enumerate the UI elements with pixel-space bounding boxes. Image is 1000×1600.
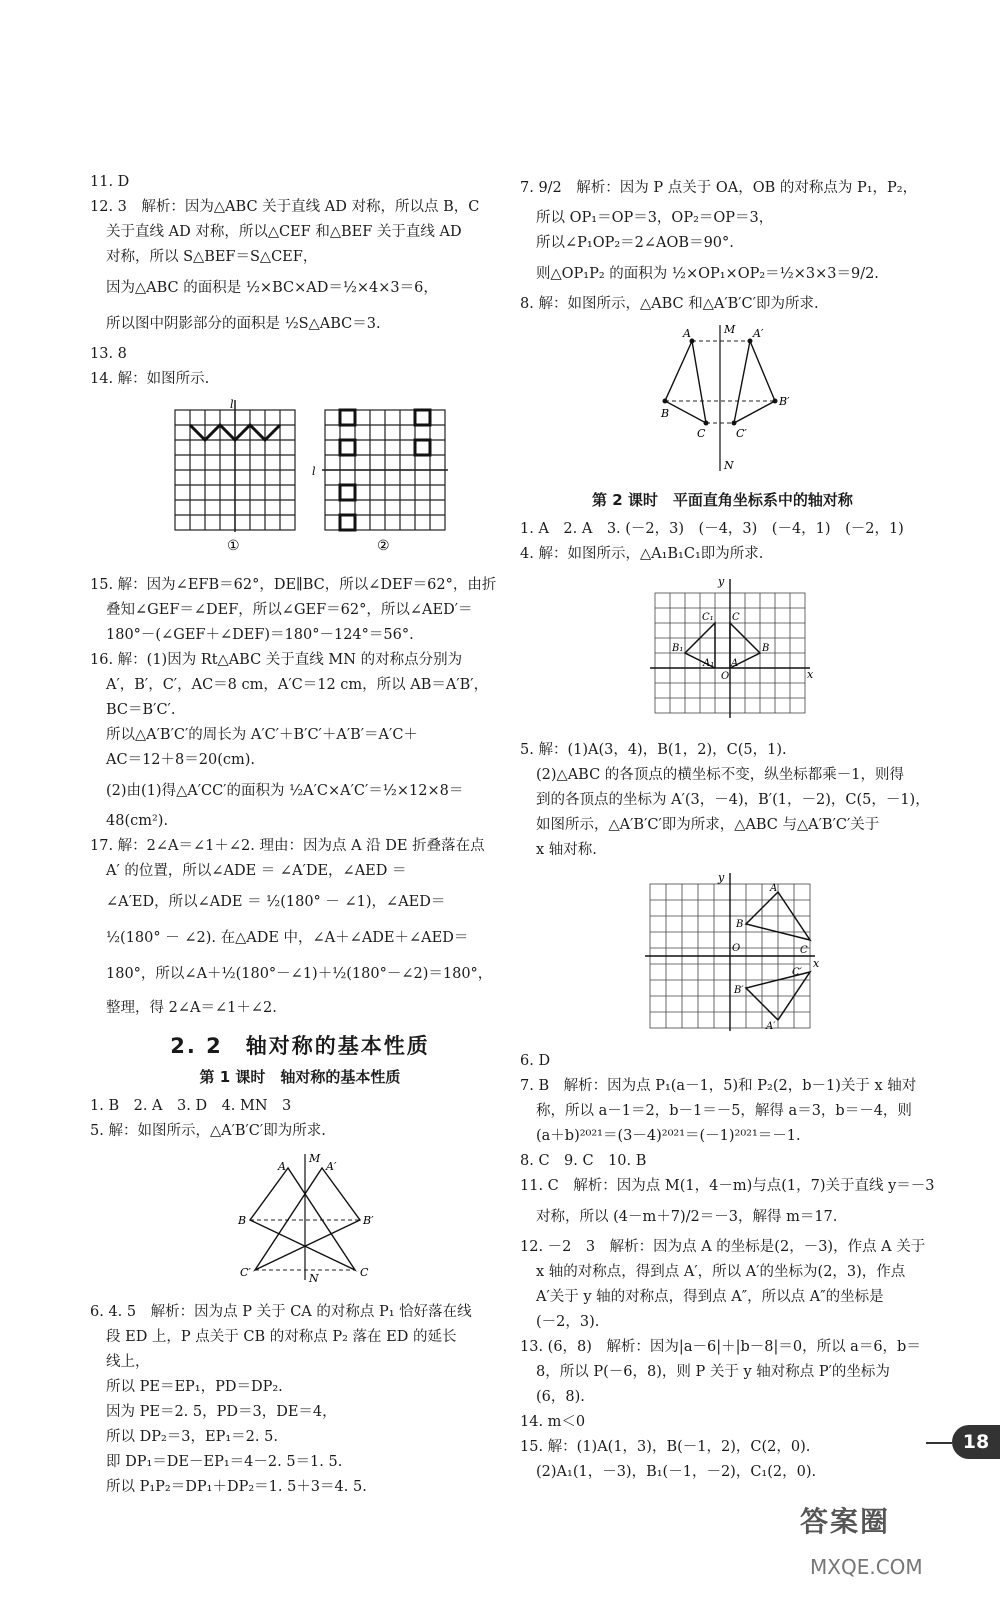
figure-4-grid xyxy=(520,573,925,732)
answer-16-line-1: 16. 解：(1)因为 Rt△ABC 关于直线 MN 的对称点分别为 xyxy=(90,652,463,668)
answer-11-lesson-2-line-1: 11. C 解析：因为点 M(1，4－m)与点(1，7)关于直线 y＝－3 xyxy=(520,1178,935,1194)
label-B-4: B xyxy=(762,643,770,654)
page-number-rule xyxy=(926,1442,952,1444)
answer-16-line-2: A′，B′，C′，AC＝8 cm，A′C＝12 cm，所以 AB＝A′B′， xyxy=(106,677,489,693)
answer-17-line-1: 17. 解：2∠A＝∠1＋∠2. 理由：因为点 A 沿 DE 折叠落在点 xyxy=(90,838,485,854)
answer-6-line-8: 所以 P₁P₂＝DP₁＋DP₂＝1. 5＋3＝4. 5. xyxy=(106,1479,367,1495)
figure-5-grid xyxy=(520,869,925,1043)
label-M: M xyxy=(309,1152,321,1165)
answer-16-line-3: BC＝B′C′. xyxy=(106,702,176,718)
label-x-4: x xyxy=(807,668,814,681)
answer-7-lesson-2-line-2: 称，所以 a－1＝2，b－1＝－5，解得 a＝3，b＝－4，则 xyxy=(536,1103,912,1119)
answer-15-line-1: 15. 解：因为∠EFB＝62°，DE∥BC，所以∠DEF＝62°，由折 xyxy=(90,577,497,593)
answer-15-lesson-2-line-2: (2)A₁(1，－3)，B₁(－1，－2)，C₁(2，0). xyxy=(536,1464,817,1480)
label-C-8: C xyxy=(697,427,706,440)
lesson-2-title: 第 2 课时 平面直角坐标系中的轴对称 xyxy=(592,491,853,509)
figure-14 xyxy=(90,398,510,567)
answers-8-10: 8. C 9. C 10. B xyxy=(520,1153,647,1169)
answer-5-lesson-2-line-5: x 轴对称. xyxy=(536,842,597,858)
answer-7-line-1: 7. 9/2 解析：因为 P 点关于 OA，OB 的对称点为 P₁，P₂， xyxy=(520,180,918,196)
triangle-abc-8 xyxy=(665,341,706,423)
answers-1-4: 1. B 2. A 3. D 4. MN 3 xyxy=(90,1098,292,1114)
answer-6-line-4: 所以 PE＝EP₁，PD＝DP₂. xyxy=(106,1379,283,1395)
label-B-5: B xyxy=(736,919,744,930)
answer-13-lesson-2-line-3: (6，8). xyxy=(536,1389,585,1405)
answer-17-line-5: 180°，所以∠A＋½(180°－∠1)＋½(180°－∠2)＝180°， xyxy=(106,966,493,982)
label-A-5: A xyxy=(770,883,778,894)
answer-17-line-6: 整理，得 2∠A＝∠1＋∠2. xyxy=(106,1000,277,1016)
answer-5-lesson-2-line-1: 5. 解：(1)A(3，4)，B(1，2)，C(5，1). xyxy=(520,742,787,758)
answer-6-line-7: 即 DP₁＝DE－EP₁＝4－2. 5＝1. 5. xyxy=(106,1454,343,1470)
section-title: 2. 2 轴对称的基本性质 xyxy=(170,1034,430,1058)
label-A: A xyxy=(278,1160,286,1173)
label-y-5: y xyxy=(718,871,725,884)
label-C-prime-8: C′ xyxy=(736,427,747,440)
answer-13: 13. 8 xyxy=(90,346,127,362)
label-A-prime: A′ xyxy=(326,1160,337,1173)
right-column xyxy=(520,170,935,1485)
left-column xyxy=(90,170,510,1500)
watermark-logo: 答案圈 xyxy=(800,1505,891,1538)
answer-13-lesson-2-line-2: 8，所以 P(－6，8)，则 P 关于 y 轴对称点 P′的坐标为 xyxy=(536,1364,890,1380)
answer-17-line-3: ∠A′ED，所以∠ADE ＝ ½(180° － ∠1)，∠AED＝ xyxy=(106,894,446,910)
answer-6-line-1: 6. 4. 5 解析：因为点 P 关于 CA 的对称点 P₁ 恰好落在线 xyxy=(90,1304,472,1320)
label-C: C xyxy=(360,1266,369,1279)
answer-16-line-7: 48(cm²). xyxy=(106,813,169,829)
answer-8: 8. 解：如图所示，△ABC 和△A′B′C′即为所求. xyxy=(520,296,819,312)
answer-6-lesson-2: 6. D xyxy=(520,1053,551,1069)
answer-15-line-3: 180°－(∠GEF＋∠DEF)＝180°－124°＝56°. xyxy=(106,627,414,643)
answer-17-line-2: A′ 的位置，所以∠ADE ＝ ∠A′DE，∠AED ＝ xyxy=(106,863,407,879)
label-circle-1: ① xyxy=(227,538,240,554)
answer-11-lesson-2-line-2: 对称，所以 (4－m＋7)/2＝－3，解得 m＝17. xyxy=(536,1209,838,1225)
answer-5: 5. 解：如图所示，△A′B′C′即为所求. xyxy=(90,1123,326,1139)
answer-12-line-2: 关于直线 AD 对称，所以△CEF 和△BEF 关于直线 AD xyxy=(106,224,462,240)
answer-12-line-5: 所以图中阴影部分的面积是 ½S△ABC＝3. xyxy=(106,316,381,332)
answer-7-line-2: 所以 OP₁＝OP＝3，OP₂＝OP＝3， xyxy=(536,210,774,226)
label-N: N xyxy=(309,1272,319,1285)
triangle-prime-8 xyxy=(734,341,775,423)
lesson-1-title: 第 1 课时 轴对称的基本性质 xyxy=(199,1068,401,1086)
answer-7-line-3: 所以∠P₁OP₂＝2∠AOB＝90°. xyxy=(536,235,734,251)
label-C-prime: C′ xyxy=(240,1266,251,1279)
label-A-prime-8: A′ xyxy=(753,327,764,340)
label-y-4: y xyxy=(718,575,725,588)
answer-7-line-4: 则△OP₁P₂ 的面积为 ½×OP₁×OP₂＝½×3×3＝9/2. xyxy=(536,266,879,282)
answer-12-line-3: 对称，所以 S△BEF＝S△CEF， xyxy=(106,249,318,265)
answer-5-lesson-2-line-4: 如图所示，△A′B′C′即为所求，△ABC 与△A′B′C′关于 xyxy=(536,817,880,833)
answer-15-line-2: 叠知∠GEF＝∠DEF，所以∠GEF＝62°，所以∠AED′＝ xyxy=(106,602,473,618)
label-N-8: N xyxy=(724,459,734,472)
label-B-prime-5: B′ xyxy=(734,985,744,996)
answer-7-lesson-2-line-3: (a＋b)²⁰²¹＝(3－4)²⁰²¹＝(－1)²⁰²¹＝－1. xyxy=(536,1128,801,1144)
figure-5 xyxy=(90,1150,510,1294)
answer-15-lesson-2-line-1: 15. 解：(1)A(1，3)，B(－1，2)，C(2，0). xyxy=(520,1439,811,1455)
label-C1-4: C₁ xyxy=(702,612,714,623)
label-B-prime: B′ xyxy=(363,1214,374,1227)
label-O-5: O xyxy=(732,943,741,954)
label-C-5: C xyxy=(800,945,808,956)
answer-12-line-1: 12. 3 解析：因为△ABC 关于直线 AD 对称，所以点 B，C xyxy=(90,199,480,215)
label-A1-4: A₁ xyxy=(703,658,715,669)
label-B: B xyxy=(238,1214,247,1227)
label-A-8: A xyxy=(683,327,691,340)
answer-14-lesson-2: 14. m＜0 xyxy=(520,1414,586,1430)
label-circle-2: ② xyxy=(377,538,390,554)
answer-6-line-6: 所以 DP₂＝3，EP₁＝2. 5. xyxy=(106,1429,278,1445)
page-number: 18 xyxy=(952,1425,1000,1459)
answer-4-lesson-2: 4. 解：如图所示，△A₁B₁C₁即为所求. xyxy=(520,546,764,562)
answer-6-line-5: 因为 PE＝2. 5，PD＝3，DE＝4， xyxy=(106,1404,337,1420)
answer-11: 11. D xyxy=(90,174,130,190)
answer-5-lesson-2-line-3: 到的各顶点的坐标为 A′(3，－4)，B′(1，－2)，C(5，－1)， xyxy=(536,792,930,808)
answer-6-line-3: 线上， xyxy=(106,1354,150,1370)
label-x-5: x xyxy=(813,957,820,970)
answer-6-line-2: 段 ED 上，P 点关于 CB 的对称点 P₂ 落在 ED 的延长 xyxy=(106,1329,457,1345)
answer-12-lesson-2-line-3: A′关于 y 轴的对称点，得到点 A″，所以点 A″的坐标是 xyxy=(536,1289,884,1305)
answer-12-lesson-2-line-1: 12. －2 3 解析：因为点 A 的坐标是(2，－3)，作点 A 关于 xyxy=(520,1239,926,1255)
label-M-8: M xyxy=(724,323,736,336)
answer-16-line-6: (2)由(1)得△A′CC′的面积为 ½A′C×A′C′＝½×12×8＝ xyxy=(106,783,464,799)
answer-12-lesson-2-line-4: (－2，3). xyxy=(536,1314,600,1330)
label-A-4: A xyxy=(731,658,739,669)
answer-7-lesson-2-line-1: 7. B 解析：因为点 P₁(a－1，5)和 P₂(2，b－1)关于 x 轴对 xyxy=(520,1078,917,1094)
label-B-8: B xyxy=(661,407,670,420)
answer-16-line-5: AC＝12＋8＝20(cm). xyxy=(106,752,255,768)
answer-14: 14. 解：如图所示. xyxy=(90,371,210,387)
figure-8 xyxy=(520,323,925,482)
label-B1-4: B₁ xyxy=(672,643,684,654)
label-l-1: l xyxy=(230,398,234,411)
label-C-4: C xyxy=(732,612,740,623)
answer-5-lesson-2-line-2: (2)△ABC 的各顶点的横坐标不变，纵坐标都乘－1，则得 xyxy=(536,767,905,783)
label-A-prime-5: A′ xyxy=(766,1021,776,1032)
label-B-prime-8: B′ xyxy=(779,395,790,408)
answer-13-lesson-2-line-1: 13. (6，8) 解析：因为|a－6|＋|b－8|＝0，所以 a＝6，b＝ xyxy=(520,1339,921,1355)
answer-12-lesson-2-line-2: x 轴的对称点，得到点 A′，所以 A′的坐标为(2，3)，作点 xyxy=(536,1264,906,1280)
watermark-url: MXQE.COM xyxy=(810,1555,923,1579)
answer-12-line-4: 因为△ABC 的面积是 ½×BC×AD＝½×4×3＝6， xyxy=(106,280,438,296)
answer-17-line-4: ½(180° － ∠2). 在△ADE 中，∠A＋∠ADE＋∠AED＝ xyxy=(106,930,469,946)
label-O-4: O xyxy=(721,671,730,682)
answers-1-3-lesson-2: 1. A 2. A 3. (－2，3) (－4，3) (－4，1) (－2，1) xyxy=(520,521,904,537)
answer-16-line-4: 所以△A′B′C′的周长为 A′C′＋B′C′＋A′B′＝A′C＋ xyxy=(106,727,418,743)
label-C-prime-5: C′ xyxy=(792,967,802,978)
label-l-2: l xyxy=(312,465,316,478)
